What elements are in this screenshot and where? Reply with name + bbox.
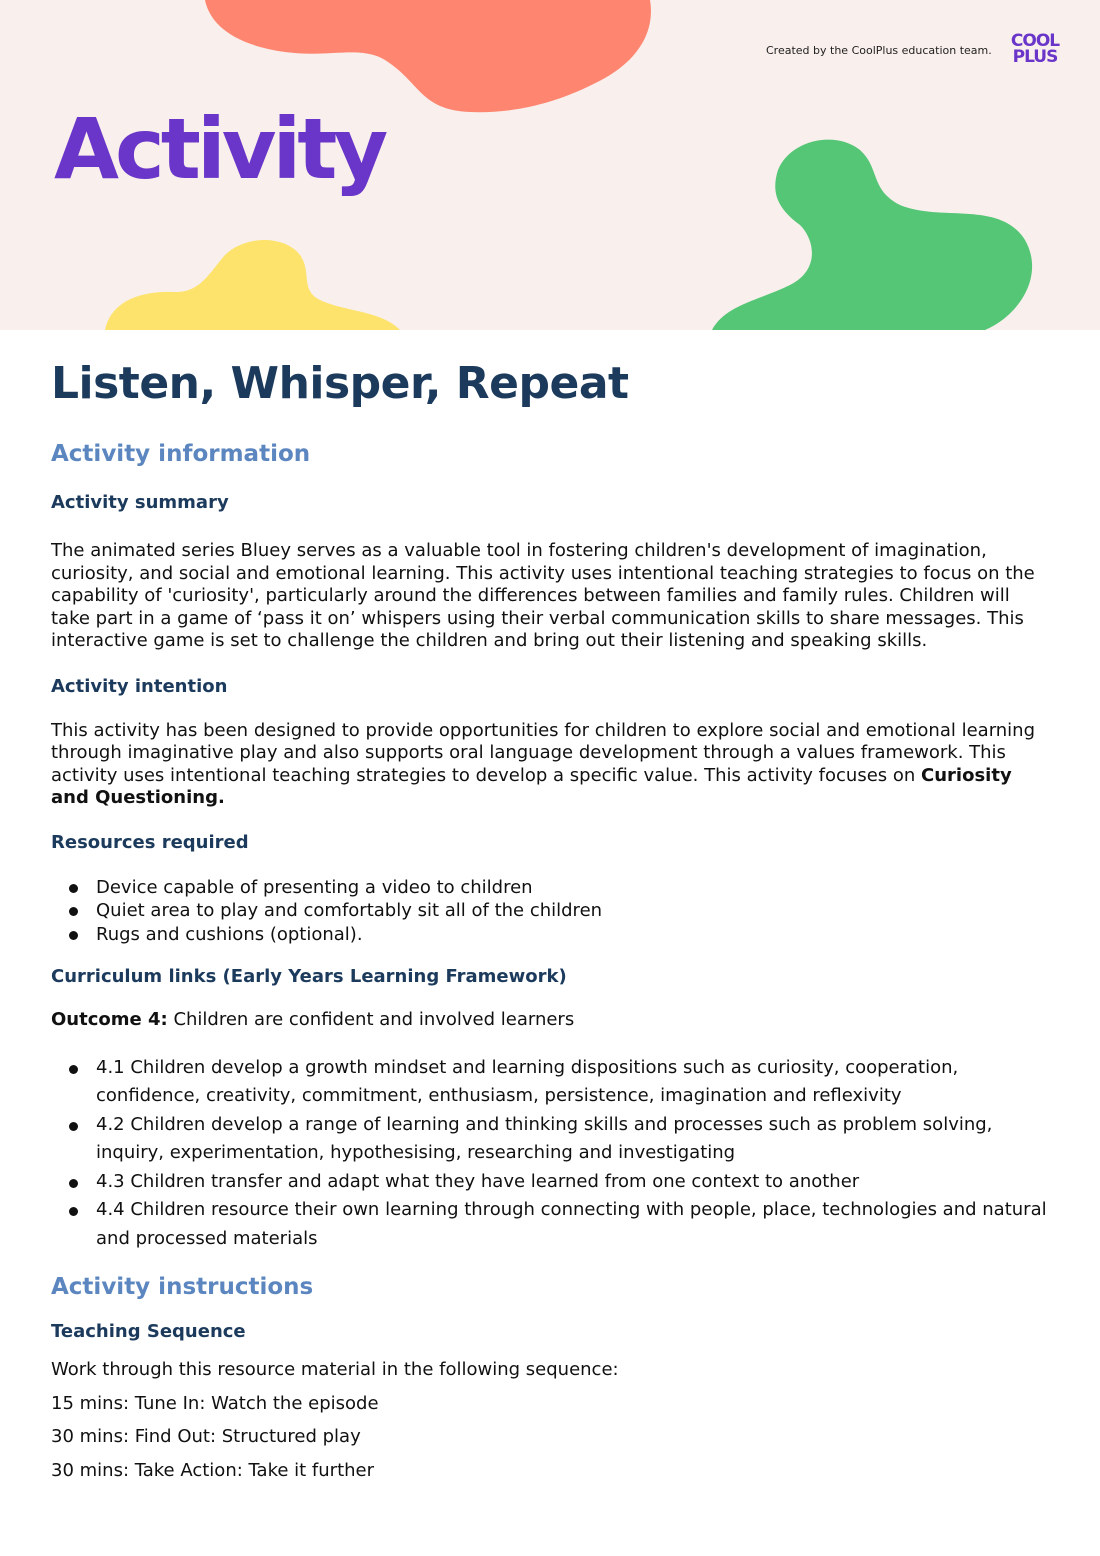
green-blob [712, 140, 1032, 330]
activity-summary-heading: Activity summary [51, 492, 229, 513]
header-banner [0, 0, 1100, 330]
logo-line-2: PLUS [1012, 47, 1058, 67]
resources-list [51, 876, 1051, 947]
activity-information-heading: Activity information [51, 441, 311, 467]
intention-focus: Curiosity and Questioning. [51, 764, 1012, 808]
resources-heading: Resources required [51, 831, 249, 853]
outcome-text: Children are confident and involved learners [167, 1009, 575, 1030]
list-item: 4.4 Children resource their own learning through connecting with people, place, technologies and natural and processed materials [51, 1196, 1051, 1253]
intention-text: This activity has been designed to provide opportunities for children to explore social and emotional learning through imaginative play and also supports oral language development through a values framework. This activity uses intentional teaching strategies to develop a specific value. This activity focuses on [51, 719, 1036, 786]
outcome-line [51, 1009, 1051, 1032]
list-item: Rugs and cushions (optional). [51, 923, 1051, 947]
sequence-step: 15 mins: Tune In: Watch the episode [51, 1392, 379, 1414]
list-item: 4.3 Children transfer and adapt what they have learned from one context to another [51, 1168, 1051, 1197]
outcomes-list [51, 1054, 1051, 1254]
teaching-sequence-heading: Teaching Sequence [51, 1321, 246, 1342]
sequence-step: 30 mins: Find Out: Structured play [51, 1426, 361, 1447]
list-item: 4.2 Children develop a range of learning and thinking skills and processes such as problem solving, inquiry, experimentation, hypothesising, researching and investigating [51, 1111, 1051, 1168]
activity-summary-text: The animated series Bluey serves as a valuable tool in fostering children's development of imagination, curiosity, and social and emotional learning. This activity uses intentional teaching strategies to focus on the capability of 'curiosity', particularly around the differences between families and family rules. Children will take part in a game of ‘pass it on’ whispers using their verbal communication skills to share messages. This interactive game is set to challenge the children and bring out their listening and speaking skills. [51, 540, 1035, 651]
coral-blob [205, 0, 651, 112]
list-item: 4.1 Children develop a growth mindset and learning dispositions such as curiosity, cooperation, confidence, creativity, commitment, enthusiasm, persistence, imagination and reflexivity [51, 1054, 1051, 1111]
sequence-step: 30 mins: Take Action: Take it further [51, 1459, 375, 1481]
hero-title: Activity [54, 100, 385, 198]
logo-line-1: COOL [1010, 31, 1060, 51]
sequence-intro: Work through this resource material in the following sequence: [51, 1359, 619, 1380]
activity-intention-text [51, 720, 1051, 810]
outcome-label: Outcome 4: [51, 1009, 168, 1030]
page-title: Listen, Whisper, Repeat [51, 358, 629, 409]
coolplus-logo [1003, 33, 1067, 73]
list-item: Device capable of presenting a video to children [51, 876, 1051, 900]
main-content [51, 352, 1051, 1487]
activity-instructions-heading: Activity instructions [51, 1274, 314, 1300]
curriculum-heading: Curriculum links (Early Years Learning Framework) [51, 966, 567, 987]
credit-text: Created by the CoolPlus education team. [766, 44, 992, 57]
yellow-blob [105, 240, 400, 330]
list-item: Quiet area to play and comfortably sit all of the children [51, 899, 1051, 923]
activity-intention-heading: Activity intention [51, 675, 228, 697]
